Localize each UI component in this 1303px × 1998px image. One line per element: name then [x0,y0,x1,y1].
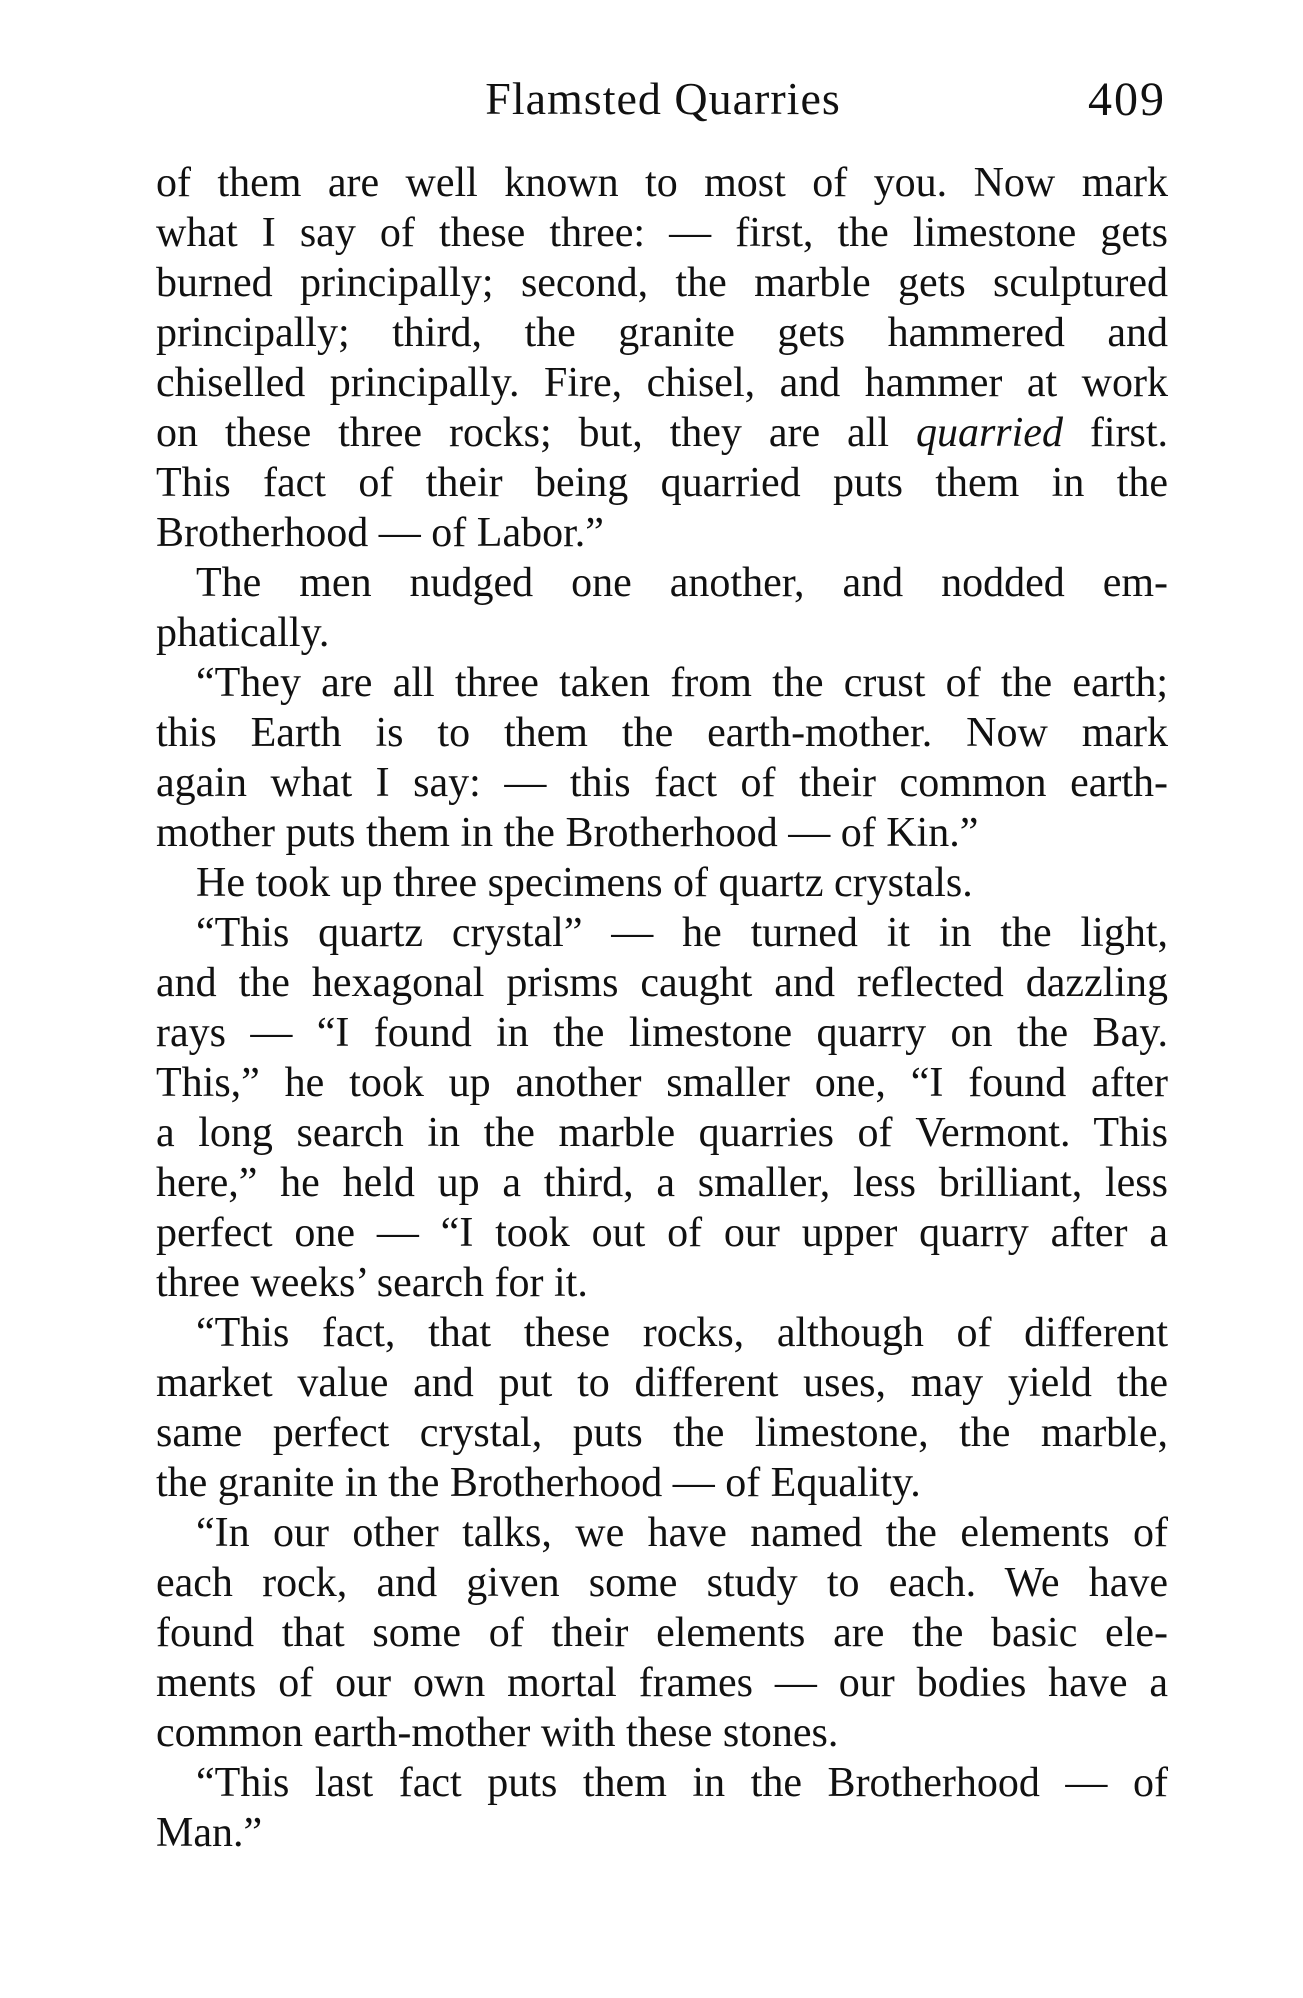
text-line: He took up three specimens of quartz crystals. [196,860,973,906]
text-line: Brotherhood — of Labor.” [156,510,604,556]
text-line: Man.” [156,1810,263,1856]
text-line: This fact of their being quarried puts them in the [156,460,1168,506]
text-line: of them are well known to most of you. Now mark [156,160,1168,206]
text-line: perfect one — “I took out of our upper quarry after a [156,1210,1168,1256]
text-line: here,” he held up a third, a smaller, less brilliant, less [156,1160,1168,1206]
running-title: Flamsted Quarries [485,73,841,124]
page-number: 409 [1088,73,1166,126]
text-line: a long search in the marble quarries of Vermont. This [156,1110,1168,1156]
text-line: each rock, and given some study to each. We have [156,1560,1168,1606]
text-line: three weeks’ search for it. [156,1260,588,1306]
text-line: same perfect crystal, puts the limestone, the marble, [156,1410,1168,1456]
text-line: burned principally; second, the marble gets sculptured [156,260,1168,306]
text-segment: on these three rocks; but, they are all [156,410,890,456]
text-line: This,” he took up another smaller one, “I found after [156,1060,1168,1106]
text-segment: first. [1089,410,1169,456]
text-line [156,408,1168,458]
text-line: The men nudged one another, and nodded em- [196,560,1168,606]
text-line: this Earth is to them the earth-mother. Now mark [156,710,1168,756]
italic-word: quarried [915,410,1063,456]
text-line: found that some of their elements are the basic ele- [156,1610,1168,1656]
text-line: “This last fact puts them in the Brotherhood — of [196,1760,1168,1806]
text-line: and the hexagonal prisms caught and reflected dazzling [156,960,1168,1006]
body-text [156,158,1168,1858]
text-line: ments of our own mortal frames — our bodies have a [156,1660,1168,1706]
text-line: what I say of these three: — first, the limestone gets [156,210,1168,256]
text-line: “This fact, that these rocks, although of different [196,1310,1168,1356]
text-line: “This quartz crystal” — he turned it in the light, [196,910,1168,956]
text-line: again what I say: — this fact of their common earth- [156,760,1168,806]
text-line: “In our other talks, we have named the elements of [196,1510,1168,1556]
text-line: market value and put to different uses, may yield the [156,1360,1168,1406]
text-line: “They are all three taken from the crust of the earth; [196,660,1168,706]
text-line: rays — “I found in the limestone quarry on the Bay. [156,1010,1168,1056]
text-line: chiselled principally. Fire, chisel, and hammer at work [156,360,1168,406]
text-line: common earth-mother with these stones. [156,1710,839,1756]
text-line: mother puts them in the Brotherhood — of Kin.” [156,810,979,856]
text-line: principally; third, the granite gets hammered and [156,310,1168,356]
text-line: the granite in the Brotherhood — of Equality. [156,1460,921,1506]
running-head [156,72,1170,132]
text-line: phatically. [156,610,330,656]
